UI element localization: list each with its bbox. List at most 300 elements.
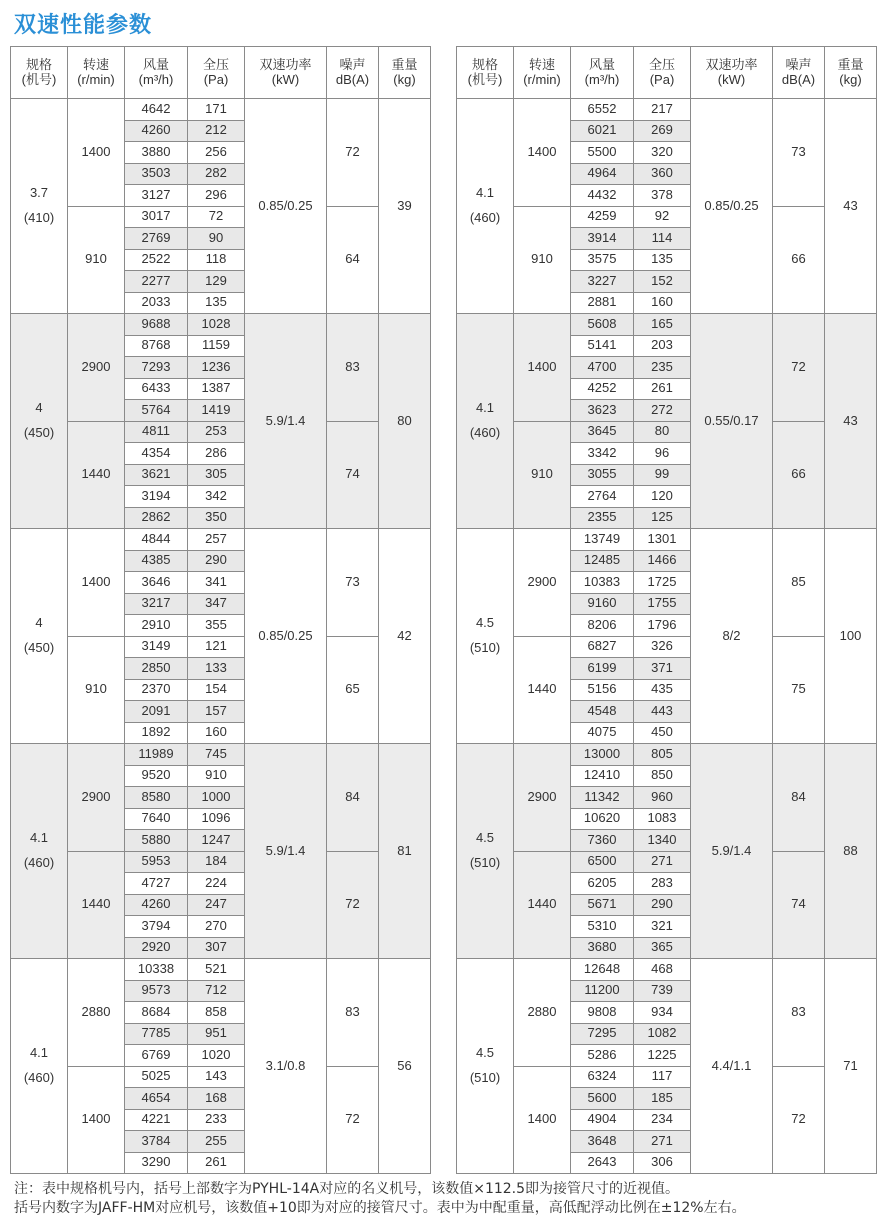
performance-table-left (10, 46, 431, 1174)
power-cell: 5.9/1.4 (245, 744, 327, 959)
header-spec (11, 47, 68, 99)
pressure-cell: 951 (188, 1023, 245, 1045)
pressure-cell: 360 (634, 163, 691, 185)
pressure-cell: 117 (634, 1066, 691, 1088)
airflow-cell: 2769 (125, 228, 188, 250)
airflow-cell: 4260 (125, 894, 188, 916)
header-power (245, 47, 327, 99)
noise-cell: 72 (327, 99, 379, 207)
pressure-cell: 96 (634, 443, 691, 465)
pressure-cell: 171 (188, 99, 245, 121)
header-noise (327, 47, 379, 99)
spec-cell (457, 99, 514, 314)
header-unit: (机号) (467, 71, 503, 87)
rpm-cell: 910 (514, 206, 571, 314)
spec-cell (11, 314, 68, 529)
airflow-cell: 3621 (125, 464, 188, 486)
pressure-cell: 247 (188, 894, 245, 916)
spec-cell (457, 529, 514, 744)
weight-cell: 88 (825, 744, 877, 959)
pressure-cell: 133 (188, 658, 245, 680)
pressure-cell: 1020 (188, 1045, 245, 1067)
airflow-cell: 3680 (571, 937, 634, 959)
rpm-cell: 2880 (514, 959, 571, 1067)
pressure-cell: 160 (188, 722, 245, 744)
weight-cell: 56 (379, 959, 431, 1174)
pressure-cell: 712 (188, 980, 245, 1002)
airflow-cell: 12410 (571, 765, 634, 787)
header-spec (457, 47, 514, 99)
header-label: 噪声 (339, 56, 366, 72)
airflow-cell: 6769 (125, 1045, 188, 1067)
table-row (457, 99, 877, 121)
rpm-cell: 1400 (68, 529, 125, 637)
pressure-cell: 203 (634, 335, 691, 357)
weight-cell: 81 (379, 744, 431, 959)
airflow-cell: 7785 (125, 1023, 188, 1045)
header-speed (514, 47, 571, 99)
weight-cell: 71 (825, 959, 877, 1174)
header-unit: (kg) (839, 71, 862, 87)
airflow-cell: 4700 (571, 357, 634, 379)
airflow-cell: 4385 (125, 550, 188, 572)
header-label: 转速 (82, 56, 109, 72)
spec-sub-number: (410) (23, 210, 55, 225)
airflow-cell: 4252 (571, 378, 634, 400)
airflow-cell: 2370 (125, 679, 188, 701)
noise-cell: 84 (773, 744, 825, 852)
pressure-cell: 72 (188, 206, 245, 228)
weight-cell: 80 (379, 314, 431, 529)
airflow-cell: 10338 (125, 959, 188, 981)
pressure-cell: 521 (188, 959, 245, 981)
rpm-cell: 1400 (514, 1066, 571, 1174)
power-cell: 5.9/1.4 (691, 744, 773, 959)
airflow-cell: 5141 (571, 335, 634, 357)
pressure-cell: 152 (634, 271, 691, 293)
airflow-cell: 10383 (571, 572, 634, 594)
weight-cell: 39 (379, 99, 431, 314)
noise-cell: 72 (327, 1066, 379, 1174)
airflow-cell: 6021 (571, 120, 634, 142)
table-row (11, 959, 431, 981)
pressure-cell: 283 (634, 873, 691, 895)
noise-cell: 66 (773, 206, 825, 314)
pressure-cell: 224 (188, 873, 245, 895)
pressure-cell: 320 (634, 142, 691, 164)
weight-cell: 43 (825, 314, 877, 529)
pressure-cell: 234 (634, 1109, 691, 1131)
pressure-cell: 1301 (634, 529, 691, 551)
spec-cell (11, 529, 68, 744)
pressure-cell: 212 (188, 120, 245, 142)
pressure-cell: 99 (634, 464, 691, 486)
page-title: 双速性能参数 (14, 13, 153, 38)
spec-cell (11, 744, 68, 959)
airflow-cell: 4654 (125, 1088, 188, 1110)
noise-cell: 72 (773, 314, 825, 422)
noise-cell: 85 (773, 529, 825, 637)
power-cell: 0.85/0.25 (245, 99, 327, 314)
rpm-cell: 1440 (68, 421, 125, 529)
header-power (691, 47, 773, 99)
spec-number: 4.5 (475, 1045, 495, 1061)
pressure-cell: 371 (634, 658, 691, 680)
airflow-cell: 4964 (571, 163, 634, 185)
airflow-cell: 3648 (571, 1131, 634, 1153)
noise-cell: 73 (773, 99, 825, 207)
pressure-cell: 135 (188, 292, 245, 314)
airflow-cell: 8684 (125, 1002, 188, 1024)
rpm-cell: 1400 (68, 99, 125, 207)
pressure-cell: 306 (634, 1152, 691, 1174)
pressure-cell: 90 (188, 228, 245, 250)
table-header-row (11, 47, 431, 99)
footnote-line-1: 注：表中规格机号内，括号上部数字为PYHL-14A对应的名义机号，该数值×112.5即为接管尺寸的近视值。 (14, 1181, 680, 1197)
airflow-cell: 10620 (571, 808, 634, 830)
airflow-cell: 11989 (125, 744, 188, 766)
spec-cell (457, 959, 514, 1174)
pressure-cell: 347 (188, 593, 245, 615)
noise-cell: 74 (773, 851, 825, 959)
airflow-cell: 6199 (571, 658, 634, 680)
pressure-cell: 378 (634, 185, 691, 207)
power-cell: 0.55/0.17 (691, 314, 773, 529)
table-row (457, 314, 877, 336)
airflow-cell: 3503 (125, 163, 188, 185)
pressure-cell: 272 (634, 400, 691, 422)
rpm-cell: 1400 (514, 314, 571, 422)
pressure-cell: 365 (634, 937, 691, 959)
airflow-cell: 3784 (125, 1131, 188, 1153)
spec-sub-number: (460) (23, 855, 55, 870)
spec-number: 4.1 (29, 1045, 49, 1061)
header-unit: (kg) (393, 71, 416, 87)
airflow-cell: 5608 (571, 314, 634, 336)
header-pressure (634, 47, 691, 99)
airflow-cell: 4260 (125, 120, 188, 142)
spec-number: 4.1 (475, 185, 495, 201)
pressure-cell: 271 (634, 851, 691, 873)
pressure-cell: 1340 (634, 830, 691, 852)
pressure-cell: 168 (188, 1088, 245, 1110)
header-airflow (571, 47, 634, 99)
header-unit: (Pa) (203, 71, 229, 87)
rpm-cell: 910 (68, 206, 125, 314)
airflow-cell: 4727 (125, 873, 188, 895)
pressure-cell: 960 (634, 787, 691, 809)
airflow-cell: 9160 (571, 593, 634, 615)
airflow-cell: 5286 (571, 1045, 634, 1067)
header-label: 风量 (588, 56, 615, 72)
spec-sub-number: (450) (23, 425, 55, 440)
pressure-cell: 1159 (188, 335, 245, 357)
airflow-cell: 5764 (125, 400, 188, 422)
noise-cell: 64 (327, 206, 379, 314)
pressure-cell: 256 (188, 142, 245, 164)
spec-sub-number: (510) (469, 640, 501, 655)
pressure-cell: 307 (188, 937, 245, 959)
airflow-cell: 4811 (125, 421, 188, 443)
pressure-cell: 350 (188, 507, 245, 529)
header-unit: dB(A) (335, 71, 370, 87)
header-label: 转速 (528, 56, 555, 72)
rpm-cell: 2900 (514, 744, 571, 852)
airflow-cell: 2881 (571, 292, 634, 314)
header-label: 全压 (202, 56, 229, 72)
airflow-cell: 2091 (125, 701, 188, 723)
airflow-cell: 4221 (125, 1109, 188, 1131)
airflow-cell: 3227 (571, 271, 634, 293)
spec-cell (457, 744, 514, 959)
airflow-cell: 1892 (125, 722, 188, 744)
noise-cell: 75 (773, 636, 825, 744)
rpm-cell: 1400 (68, 1066, 125, 1174)
rpm-cell: 910 (514, 421, 571, 529)
airflow-cell: 8768 (125, 335, 188, 357)
airflow-cell: 3575 (571, 249, 634, 271)
noise-cell: 83 (327, 314, 379, 422)
table-header-row (457, 47, 877, 99)
pressure-cell: 850 (634, 765, 691, 787)
airflow-cell: 6433 (125, 378, 188, 400)
airflow-cell: 5953 (125, 851, 188, 873)
pressure-cell: 253 (188, 421, 245, 443)
pressure-cell: 290 (188, 550, 245, 572)
airflow-cell: 5671 (571, 894, 634, 916)
airflow-cell: 3290 (125, 1152, 188, 1174)
table-row (11, 314, 431, 336)
pressure-cell: 805 (634, 744, 691, 766)
pressure-cell: 157 (188, 701, 245, 723)
pressure-cell: 355 (188, 615, 245, 637)
airflow-cell: 5025 (125, 1066, 188, 1088)
spec-sub-number: (510) (469, 855, 501, 870)
airflow-cell: 3055 (571, 464, 634, 486)
airflow-cell: 2764 (571, 486, 634, 508)
pressure-cell: 858 (188, 1002, 245, 1024)
table-row (11, 636, 431, 658)
header-noise (773, 47, 825, 99)
pressure-cell: 233 (188, 1109, 245, 1131)
pressure-cell: 92 (634, 206, 691, 228)
table-row (457, 636, 877, 658)
pressure-cell: 468 (634, 959, 691, 981)
pressure-cell: 1755 (634, 593, 691, 615)
power-cell: 3.1/0.8 (245, 959, 327, 1174)
rpm-cell: 1440 (514, 636, 571, 744)
pressure-cell: 342 (188, 486, 245, 508)
airflow-cell: 3914 (571, 228, 634, 250)
pressure-cell: 282 (188, 163, 245, 185)
airflow-cell: 4904 (571, 1109, 634, 1131)
airflow-cell: 9808 (571, 1002, 634, 1024)
airflow-cell: 13749 (571, 529, 634, 551)
pressure-cell: 271 (634, 1131, 691, 1153)
airflow-cell: 3794 (125, 916, 188, 938)
airflow-cell: 5600 (571, 1088, 634, 1110)
pressure-cell: 739 (634, 980, 691, 1002)
airflow-cell: 8580 (125, 787, 188, 809)
header-label: 双速功率 (705, 56, 758, 72)
airflow-cell: 11200 (571, 980, 634, 1002)
noise-cell: 84 (327, 744, 379, 852)
pressure-cell: 1236 (188, 357, 245, 379)
pressure-cell: 443 (634, 701, 691, 723)
table-row (11, 529, 431, 551)
pressure-cell: 143 (188, 1066, 245, 1088)
pressure-cell: 934 (634, 1002, 691, 1024)
pressure-cell: 1725 (634, 572, 691, 594)
pressure-cell: 1247 (188, 830, 245, 852)
header-label: 风量 (142, 56, 169, 72)
spec-sub-number: (450) (23, 640, 55, 655)
airflow-cell: 2862 (125, 507, 188, 529)
header-label: 噪声 (785, 56, 812, 72)
airflow-cell: 9573 (125, 980, 188, 1002)
pressure-cell: 80 (634, 421, 691, 443)
power-cell: 0.85/0.25 (245, 529, 327, 744)
pressure-cell: 321 (634, 916, 691, 938)
airflow-cell: 3623 (571, 400, 634, 422)
pressure-cell: 270 (188, 916, 245, 938)
spec-number: 3.7 (29, 185, 49, 201)
pressure-cell: 1796 (634, 615, 691, 637)
airflow-cell: 2920 (125, 937, 188, 959)
table-row (11, 744, 431, 766)
pressure-cell: 185 (634, 1088, 691, 1110)
pressure-cell: 910 (188, 765, 245, 787)
header-unit: (r/min) (523, 71, 561, 87)
airflow-cell: 7293 (125, 357, 188, 379)
footnote-line-2: 括号内数字为JAFF-HM对应机号，该数值+10即为对应的接管尺寸。表中为中配重量，高低配浮动比例在±12%左右。 (14, 1200, 746, 1216)
airflow-cell: 2910 (125, 615, 188, 637)
airflow-cell: 3880 (125, 142, 188, 164)
footnote (14, 1180, 746, 1218)
airflow-cell: 2522 (125, 249, 188, 271)
spec-number: 4.1 (475, 400, 495, 416)
airflow-cell: 7295 (571, 1023, 634, 1045)
pressure-cell: 118 (188, 249, 245, 271)
rpm-cell: 1440 (68, 851, 125, 959)
header-label: 重量 (837, 56, 864, 72)
weight-cell: 100 (825, 529, 877, 744)
spec-cell (11, 99, 68, 314)
airflow-cell: 4075 (571, 722, 634, 744)
table-row (457, 421, 877, 443)
spec-number: 4.1 (29, 830, 49, 846)
pressure-cell: 154 (188, 679, 245, 701)
pressure-cell: 255 (188, 1131, 245, 1153)
pressure-cell: 326 (634, 636, 691, 658)
header-unit: (Pa) (649, 71, 675, 87)
spec-sub-number: (460) (469, 210, 501, 225)
header-unit: (kW) (271, 71, 300, 87)
header-weight (379, 47, 431, 99)
rpm-cell: 2900 (68, 744, 125, 852)
spec-number: 4.5 (475, 830, 495, 846)
table-row (457, 206, 877, 228)
pressure-cell: 1225 (634, 1045, 691, 1067)
airflow-cell: 2850 (125, 658, 188, 680)
airflow-cell: 12485 (571, 550, 634, 572)
header-unit: (机号) (21, 71, 57, 87)
rpm-cell: 910 (68, 636, 125, 744)
airflow-cell: 9688 (125, 314, 188, 336)
spec-cell (457, 314, 514, 529)
airflow-cell: 2643 (571, 1152, 634, 1174)
rpm-cell: 1400 (514, 99, 571, 207)
performance-table-right (456, 46, 877, 1174)
header-label: 双速功率 (259, 56, 312, 72)
airflow-cell: 5500 (571, 142, 634, 164)
power-cell: 0.85/0.25 (691, 99, 773, 314)
rpm-cell: 2900 (514, 529, 571, 637)
pressure-cell: 160 (634, 292, 691, 314)
spec-number: 4.5 (475, 615, 495, 631)
pressure-cell: 261 (188, 1152, 245, 1174)
header-pressure (188, 47, 245, 99)
pressure-cell: 305 (188, 464, 245, 486)
noise-cell: 72 (773, 1066, 825, 1174)
table-row (457, 529, 877, 551)
pressure-cell: 184 (188, 851, 245, 873)
rpm-cell: 2900 (68, 314, 125, 422)
pressure-cell: 135 (634, 249, 691, 271)
power-cell: 8/2 (691, 529, 773, 744)
airflow-cell: 5156 (571, 679, 634, 701)
airflow-cell: 5310 (571, 916, 634, 938)
airflow-cell: 4432 (571, 185, 634, 207)
table-row (11, 1066, 431, 1088)
airflow-cell: 3342 (571, 443, 634, 465)
pressure-cell: 286 (188, 443, 245, 465)
noise-cell: 65 (327, 636, 379, 744)
rpm-cell: 1440 (514, 851, 571, 959)
airflow-cell: 4844 (125, 529, 188, 551)
airflow-cell: 6205 (571, 873, 634, 895)
airflow-cell: 3149 (125, 636, 188, 658)
pressure-cell: 120 (634, 486, 691, 508)
pressure-cell: 1083 (634, 808, 691, 830)
header-speed (68, 47, 125, 99)
table-row (11, 99, 431, 121)
spec-number: 4 (35, 400, 43, 416)
pressure-cell: 261 (634, 378, 691, 400)
pressure-cell: 125 (634, 507, 691, 529)
airflow-cell: 4354 (125, 443, 188, 465)
pressure-cell: 114 (634, 228, 691, 250)
header-airflow (125, 47, 188, 99)
spec-number: 4 (35, 615, 43, 631)
table-row (11, 421, 431, 443)
weight-cell: 43 (825, 99, 877, 314)
airflow-cell: 7640 (125, 808, 188, 830)
airflow-cell: 8206 (571, 615, 634, 637)
airflow-cell: 6552 (571, 99, 634, 121)
header-label: 全压 (648, 56, 675, 72)
power-cell: 5.9/1.4 (245, 314, 327, 529)
pressure-cell: 296 (188, 185, 245, 207)
weight-cell: 42 (379, 529, 431, 744)
spec-sub-number: (460) (23, 1070, 55, 1085)
header-label: 重量 (391, 56, 418, 72)
pressure-cell: 257 (188, 529, 245, 551)
spec-sub-number: (510) (469, 1070, 501, 1085)
airflow-cell: 4642 (125, 99, 188, 121)
pressure-cell: 129 (188, 271, 245, 293)
airflow-cell: 5880 (125, 830, 188, 852)
